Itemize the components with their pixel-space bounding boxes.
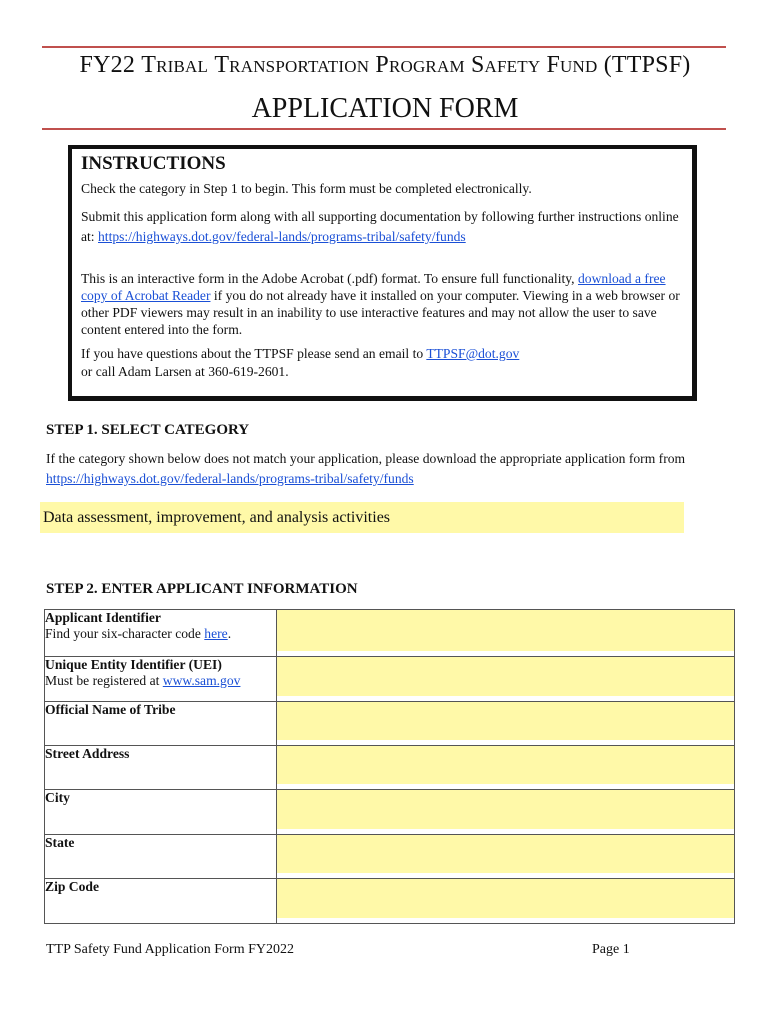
state-cell (277, 835, 735, 879)
applicant-identifier-field[interactable] (277, 610, 734, 651)
instructions-p2-text: Submit this application form along with all supporting documentation by following further instructions online at: (81, 209, 679, 244)
state-label-cell (45, 835, 277, 879)
ttpsf-email-link[interactable]: TTPSF@dot.gov (426, 346, 520, 361)
street-address-cell (277, 746, 735, 790)
title-suffix: (TTPSF) (603, 52, 691, 78)
form-title (0, 52, 770, 79)
tribe-name-label-cell (45, 702, 277, 746)
uei-label: Unique Entity Identifier (UEI) (45, 657, 222, 672)
table-row (45, 790, 735, 835)
table-row (45, 610, 735, 657)
top-rule (42, 46, 726, 48)
acrobat-reader-link[interactable]: download a free copy of Acrobat Reader (81, 271, 666, 303)
instructions-p4 (81, 345, 682, 381)
city-field[interactable] (277, 790, 734, 829)
street-address-label-cell (45, 746, 277, 790)
identifier-lookup-link[interactable]: here (204, 626, 228, 641)
table-row (45, 702, 735, 746)
uei-hint: Must be registered at (45, 673, 163, 688)
ttpsf-funds-link[interactable]: https://highways.dot.gov/federal-lands/programs-tribal/safety/funds (98, 229, 466, 244)
zip-code-label-cell (45, 879, 277, 924)
step2-heading: STEP 2. ENTER APPLICANT INFORMATION (46, 581, 358, 597)
hint-punct: . (227, 626, 232, 641)
street-address-field[interactable] (277, 746, 734, 784)
table-row (45, 879, 735, 924)
step1-funds-link[interactable]: https://highways.dot.gov/federal-lands/programs-tribal/safety/funds (46, 471, 414, 486)
uei-label-cell (45, 657, 277, 702)
zip-code-cell (277, 879, 735, 924)
city-label: City (45, 790, 70, 805)
step1-heading: STEP 1. SELECT CATEGORY (46, 422, 250, 438)
state-field[interactable] (277, 835, 734, 873)
footer-form-name: TTP Safety Fund Application Form FY2022 (46, 942, 294, 957)
uei-field[interactable] (277, 657, 734, 696)
state-label: State (45, 835, 75, 850)
instructions-p3-text-b: if you do not already have it installed on your computer. Viewing in a web browser or other PDF viewers may result in an inability to use interactive features and may not allow the user to save content entered into the form. (81, 288, 680, 337)
city-cell (277, 790, 735, 835)
title-word: Tribal (141, 52, 209, 78)
instructions-box (68, 145, 697, 401)
sam-gov-link[interactable]: www.sam.gov (162, 673, 241, 688)
city-label-cell (45, 790, 277, 835)
instructions-p3 (81, 270, 682, 338)
instructions-p2 (81, 207, 682, 247)
title-word: Program (375, 52, 465, 78)
form-subtitle: APPLICATION FORM (251, 93, 519, 124)
step1-text: If the category shown below does not match your application, please download the appropriate application form from (46, 451, 686, 466)
table-row (45, 835, 735, 879)
tribe-name-cell (277, 702, 735, 746)
instructions-heading: INSTRUCTIONS (81, 153, 226, 174)
street-address-label: Street Address (45, 746, 130, 761)
applicant-identifier-label: Applicant Identifier (45, 610, 161, 625)
footer-page-number: Page 1 (592, 942, 630, 957)
applicant-identifier-hint: Find your six-character code (45, 626, 205, 641)
uei-cell (277, 657, 735, 702)
table-row (45, 746, 735, 790)
title-prefix: FY22 (79, 52, 136, 78)
zip-code-field[interactable] (277, 879, 734, 918)
subtitle-rule (42, 128, 726, 130)
title-word: Safety (470, 52, 541, 78)
tribe-name-label: Official Name of Tribe (45, 702, 176, 717)
instructions-p3-text: This is an interactive form in the Adobe Acrobat (.pdf) format. To ensure full functionality, (81, 271, 578, 286)
title-word: Transportation (214, 52, 370, 78)
instructions-p4-text: If you have questions about the TTPSF please send an email to (81, 346, 427, 361)
zip-code-label: Zip Code (45, 879, 100, 894)
applicant-info-table (44, 609, 735, 924)
instructions-p1: Check the category in Step 1 to begin. This form must be completed electronically. (81, 181, 532, 196)
title-word: Fund (546, 52, 598, 78)
step1-instructions (46, 449, 736, 489)
applicant-identifier-label-cell (45, 610, 277, 657)
table-row (45, 657, 735, 702)
applicant-identifier-cell (277, 610, 735, 657)
category-select-field[interactable]: Data assessment, improvement, and analysis activities (40, 502, 684, 533)
tribe-name-field[interactable] (277, 702, 734, 740)
instructions-p4-contact: or call Adam Larsen at 360-619-2601. (81, 364, 289, 379)
